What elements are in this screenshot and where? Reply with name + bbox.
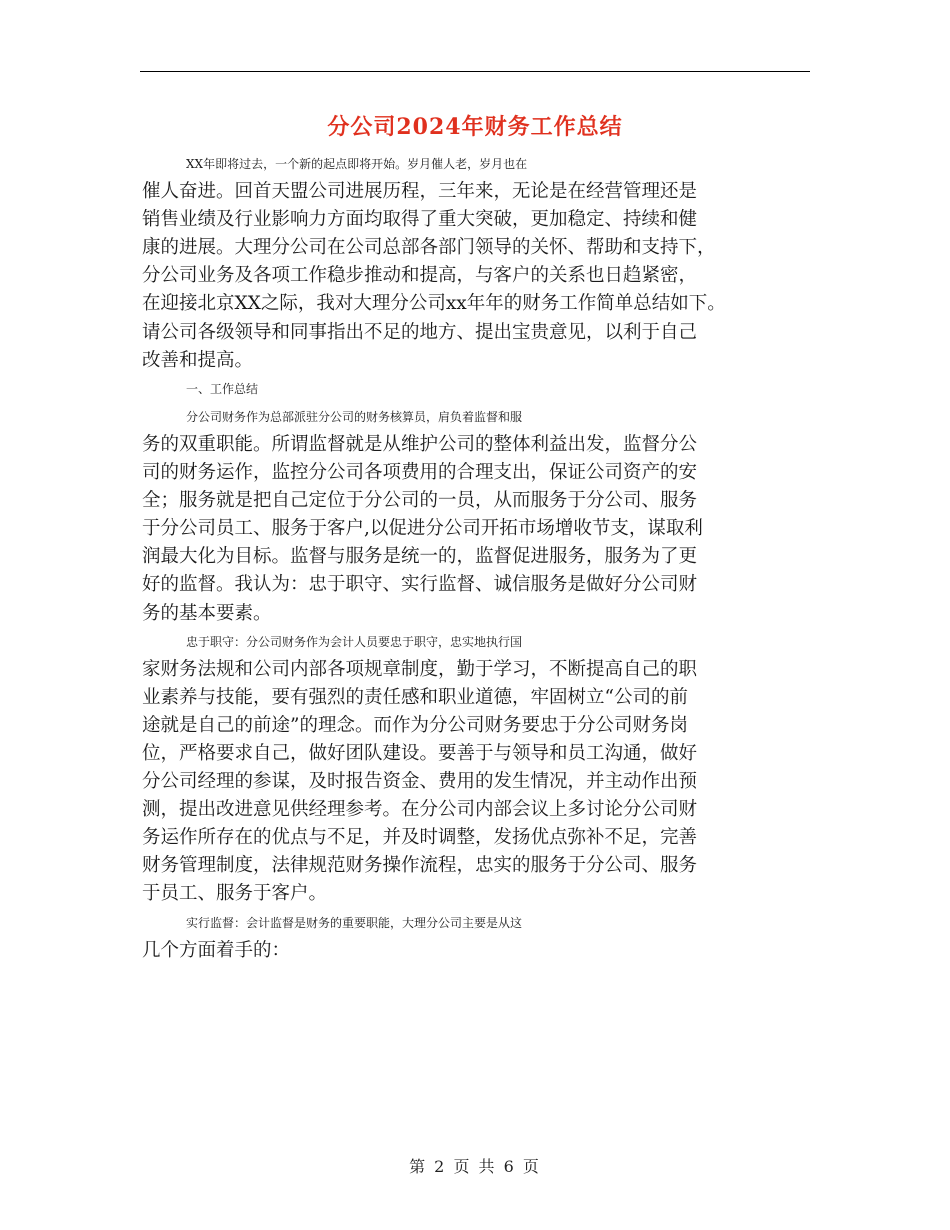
text-line: 测，提出改进意见供经理参考。在分公司内部会议上多讨论分公司财: [142, 799, 698, 821]
text-line: 几个方面着手的：: [142, 939, 291, 961]
text-line: 请公司各级领导和同事指出不足的地方、提出宝贵意见，以利于自己: [142, 321, 698, 343]
text-line: 一、工作总结: [186, 381, 259, 396]
text-line: 实行监督：会计监督是财务的重要职能，大理分公司主要是从这: [186, 915, 523, 930]
document-title: 分公司2024年财务工作总结: [327, 114, 623, 140]
text-line: 好的监督。我认为：忠于职守、实行监督、诚信服务是做好分公司财: [142, 574, 698, 596]
text-line: 业素养与技能，要有强烈的责任感和职业道德，牢固树立“公司的前: [142, 686, 688, 708]
text-line: XX年即将过去，一个新的起点即将开始。岁月催人老，岁月也在: [186, 157, 528, 171]
text-line: 在迎接北京XX之际，我对大理分公司xx年年的财务工作简单总结如下。: [142, 293, 726, 315]
text-line: 于分公司员工、服务于客户,以促进分公司开拓市场增收节支，谋取利: [142, 518, 703, 540]
text-line: 润最大化为目标。监督与服务是统一的，监督促进服务，服务为了更: [142, 546, 698, 568]
text-line: 务运作所存在的优点与不足，并及时调整，发扬优点弥补不足，完善: [142, 827, 698, 849]
page-number: 第 2 页 共 6 页: [409, 1157, 541, 1176]
text-line: 务的双重职能。所谓监督就是从维护公司的整体利益出发，监督分公: [142, 433, 698, 455]
text-line: 财务管理制度，法律规范财务操作流程，忠实的服务于分公司、服务: [142, 855, 698, 877]
text-line: 家财务法规和公司内部各项规章制度，勤于学习，不断提高自己的职: [142, 658, 698, 680]
text-line: 司的财务运作，监控分公司各项费用的合理支出，保证公司资产的安: [142, 462, 698, 484]
text-line: 康的进展。大理分公司在公司总部各部门领导的关怀、帮助和支持下，: [142, 237, 716, 259]
text-line: 催人奋进。回首天盟公司进展历程，三年来，无论是在经营管理还是: [142, 181, 698, 203]
text-line: 分公司财务作为总部派驻分公司的财务核算员，肩负着监督和服: [186, 409, 523, 424]
text-line: 于员工、服务于客户。: [142, 883, 328, 905]
text-line: 务的基本要素。: [142, 602, 272, 624]
text-line: 销售业绩及行业影响力方面均取得了重大突破，更加稳定、持续和健: [142, 209, 698, 231]
text-line: 途就是自己的前途”的理念。而作为分公司财务要忠于分公司财务岗: [142, 714, 688, 736]
text-line: 全；服务就是把自己定位于分公司的一员，从而服务于分公司、服务: [142, 490, 698, 512]
text-line: 改善和提高。: [142, 349, 254, 371]
text-line: 忠于职守：分公司财务作为会计人员要忠于职守，忠实地执行国: [186, 634, 523, 649]
text-line: 分公司业务及各项工作稳步推动和提高，与客户的关系也日趋紧密，: [142, 265, 698, 287]
header-rule: [140, 71, 810, 72]
text-line: 位，严格要求自己，做好团队建设。要善于与领导和员工沟通，做好: [142, 742, 698, 764]
document-body: [142, 150, 802, 965]
text-line: 分公司经理的参谋，及时报告资金、费用的发生情况，并主动作出预: [142, 771, 698, 793]
